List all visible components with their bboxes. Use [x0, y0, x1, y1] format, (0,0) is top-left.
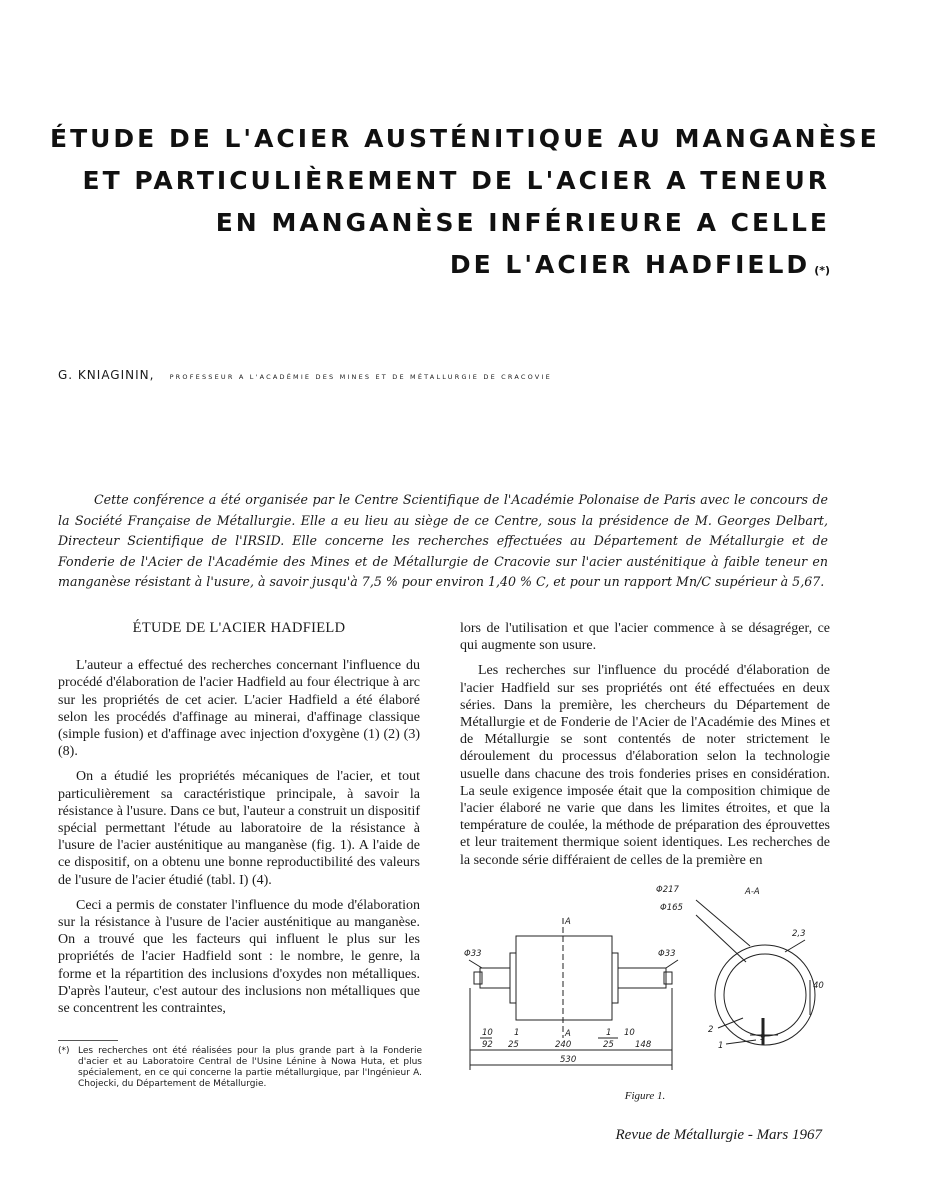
- label-40: 40: [813, 981, 824, 991]
- title-line-4-text: DE L'ACIER HADFIELD: [449, 250, 811, 279]
- collar-left: [510, 953, 516, 1003]
- author-affiliation: PROFESSEUR A L'ACADÉMIE DES MINES ET DE MÉTALLURGIE DE CRACOVIE: [169, 373, 552, 381]
- label-d217: Φ217: [656, 885, 679, 895]
- footnote: [58, 1046, 422, 1090]
- figure-1: [460, 880, 830, 1080]
- title-line-4: [50, 244, 830, 286]
- left-column: [58, 620, 420, 1025]
- figure-drawing: [460, 880, 830, 1080]
- label-1a: 1: [514, 1028, 520, 1038]
- journal-footer: Revue de Métallurgie - Mars 1967: [615, 1127, 822, 1143]
- footnote-text: Les recherches ont été réalisées pour la plus grande part à la Fonderie d'acier et au Laboratoire Central de l'Usine Lénine à Nowa Huta, et plus spécialement, en ce qui concerne la partie métallurgique, par l'Ingénieur A. Chojecki, du Département de Métallurgie.: [78, 1046, 422, 1089]
- drum-body: [516, 936, 612, 1020]
- label-25a: 25: [508, 1040, 519, 1050]
- label-1b: 1: [606, 1028, 612, 1038]
- leader-d33-right: [666, 960, 678, 968]
- footnote-mark: (*): [58, 1046, 70, 1056]
- left-paragraph-2: On a étudié les propriétés mécaniques de l'acier, et tout particulièrement sa caractéristique principale, à savoir la résistance à l'usure. Dans ce but, l'auteur a construit un dispositif spécial permettant l'étude au laboratoire de la résistance à l'usure de l'acier austénitique au manganèse (fig. 1). A l'aide de ce dispositif, on a obtenu une bonne reproductibilité des valeurs de l'usure de l'acier étudié (tabl. I) (4).: [58, 769, 420, 888]
- right-column: [460, 620, 830, 877]
- section-outer-circle: [715, 945, 815, 1045]
- abstract: Cette conférence a été organisée par le Centre Scientifique de l'Académie Polonaise de Paris avec le concours de la Société Française de Métallurgie. Elle a eu lieu au siège de ce Centre, sous la présidence de M. Georges Delbart, Directeur Scientifique de l'IRSID. Elle concerne les recherches effectuées au Département de Métallurgie et de Fonderie de l'Acier de l'Académie des Mines et de Métallurgie de Cracovie sur l'acier austénitique à faible teneur en manganèse résistant à l'usure, à savoir jusqu'à 7,5 % pour environ 1,40 % C, et pour un rapport Mn/C supérieur à 5,67.: [58, 492, 828, 590]
- label-25b: 25: [603, 1040, 614, 1050]
- article-title: [50, 118, 880, 286]
- label-d33-right: Φ33: [658, 949, 676, 959]
- left-paragraph-1: L'auteur a effectué des recherches concernant l'influence du procédé d'élaboration de l'acier Hadfield au four électrique à arc sur les propriétés de cet acier. L'acier Hadfield a été élaboré selon les procédés d'affinage au minerai, d'affinage classique (simple fusion) et d'affinage avec injection d'oxygène (1) (2) (3) (8).: [58, 658, 420, 760]
- leader-d33-left: [469, 960, 482, 968]
- label-section-mark-bottom: A: [565, 1029, 571, 1039]
- label-530: 530: [560, 1055, 577, 1065]
- label-9: 9: [760, 1033, 766, 1043]
- author-name: G. KNIAGININ,: [58, 368, 155, 382]
- label-240: 240: [555, 1040, 572, 1050]
- label-part-1: 1: [718, 1041, 724, 1051]
- label-part-2: 2: [708, 1025, 714, 1035]
- section-heading: ÉTUDE DE L'ACIER HADFIELD: [132, 620, 346, 636]
- left-paragraph-3: Ceci a permis de constater l'influence du mode d'élaboration sur la résistance à l'usure de l'acier austénitique au manganèse. On a trouvé que les facteurs qui influent le plus sur les propriétés de l'acier Hadfield sont : le nombre, le genre, la forme et la répartition des inclusions d'oxydes non métalliques. D'après l'auteur, c'est autour des inclusions non métalliques que se concentrent les contraintes,: [58, 897, 420, 1017]
- label-10b: 10: [624, 1028, 635, 1038]
- label-d165: Φ165: [660, 903, 683, 913]
- title-line-3: EN MANGANÈSE INFÉRIEURE A CELLE: [215, 208, 830, 237]
- right-paragraph-1: lors de l'utilisation et que l'acier commence à se désagréger, ce qui augmente son usure.: [460, 621, 830, 654]
- section-inner-circle: [724, 954, 806, 1036]
- leader-d165: [696, 915, 746, 962]
- leader-wall: [785, 940, 805, 952]
- shaft-right: [618, 968, 666, 988]
- label-92: 92: [482, 1040, 493, 1050]
- label-wall: 2,3: [792, 929, 806, 939]
- title-line-1: ÉTUDE DE L'ACIER AUSTÉNITIQUE AU MANGANÈSE: [50, 124, 880, 153]
- figure-caption: Figure 1.: [624, 1090, 666, 1102]
- title-line-2: ET PARTICULIÈREMENT DE L'ACIER A TENEUR: [82, 166, 830, 195]
- label-10a: 10: [482, 1028, 493, 1038]
- footnote-rule: [58, 1040, 118, 1041]
- right-paragraph-2: Les recherches sur l'influence du procédé d'élaboration de l'acier Hadfield sur ses propriétés ont été effectuées en deux séries. Dans la première, les chercheurs du Département de Métallurgie et de Fonderie de l'Acier de l'Académie des Mines et de Métallurgie se sont contentés de noter strictement le déroulement du processus d'élaboration selon la technologie usuelle dans chacune des trois fonderies prises en considération. La seule exigence imposée était que la composition chimique de l'acier élaboré ne varie que dans les limites étroites, et que la température de coulée, la méthode de préparation des éprouvettes et leur traitement thermique soient identiques. Les recherches de la seconde série différaient de celles de la première en: [460, 663, 830, 868]
- collar-right: [612, 953, 618, 1003]
- label-section-aa: A-A: [745, 887, 760, 897]
- shaft-left: [480, 968, 510, 988]
- author-line: [58, 364, 552, 383]
- label-148: 148: [635, 1040, 652, 1050]
- label-section-mark-top: A: [565, 917, 571, 927]
- label-d33-left: Φ33: [464, 949, 482, 959]
- title-note-mark[interactable]: (*): [814, 264, 830, 277]
- shaft-right-end: [664, 972, 672, 984]
- shaft-left-end: [474, 972, 482, 984]
